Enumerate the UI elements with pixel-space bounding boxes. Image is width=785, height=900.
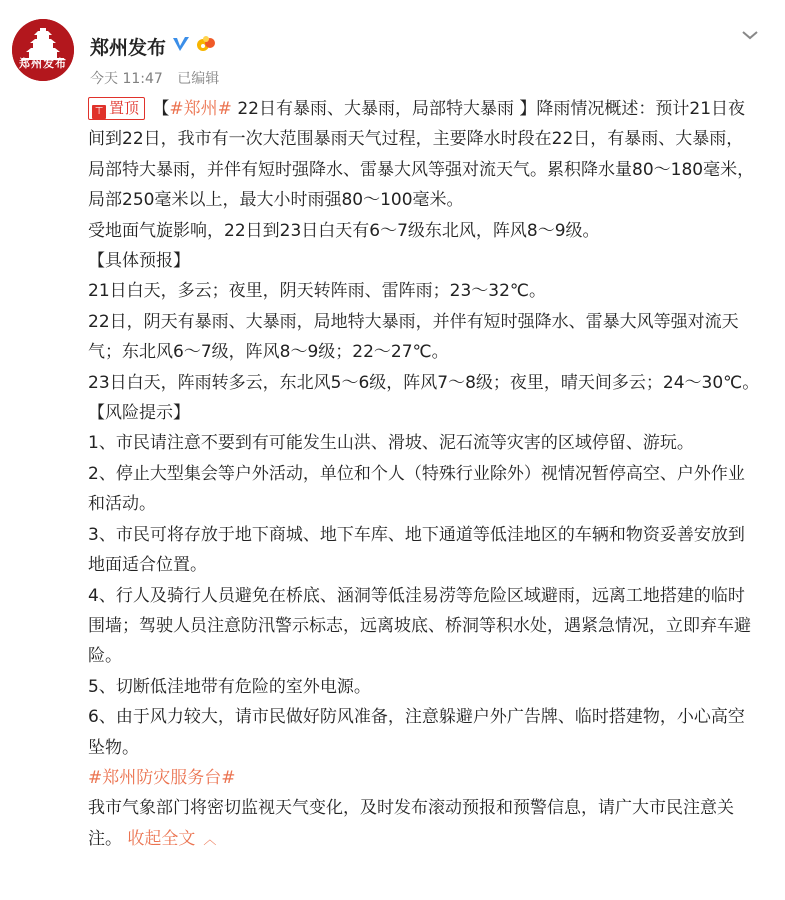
tower-logo-icon <box>12 19 74 81</box>
risk-item: 1、市民请注意不要到有可能发生山洪、滑坡、泥石流等灾害的区域停留、游玩。 <box>88 433 694 454</box>
risk-item: 5、切断低洼地带有危险的室外电源。 <box>88 676 371 697</box>
service-hashtag-line <box>88 763 760 793</box>
closing-text <box>88 793 760 856</box>
forecast-line: 21日白天，多云；夜里，阴天转阵雨、雷阵雨；23～32℃。 <box>88 281 546 302</box>
member-badge-icon[interactable] <box>196 35 216 53</box>
closing-body: 我市气象部门将密切监视天气变化，及时发布滚动预报和预警信息，请广大市民注意关注。 <box>88 798 734 849</box>
edited-label[interactable]: 已编辑 <box>177 71 220 87</box>
verified-icon <box>172 35 190 53</box>
pinned-badge <box>88 97 145 120</box>
risk-item: 3、市民可将存放于地下商城、地下车库、地下通道等低洼地区的车辆和物资妥善安放到地面适合位置。 <box>88 524 745 576</box>
post-title: 22日有暴雨、大暴雨，局部特大暴雨 <box>231 99 520 119</box>
wind-text: 受地面气旋影响，22日到23日白天有6～7级东北风，阵风8～9级。 <box>88 220 600 241</box>
pin-label: 置顶 <box>109 99 140 117</box>
post-meta <box>90 68 219 88</box>
title-close: 】 <box>519 99 537 119</box>
forecast-line: 22日，阴天有暴雨、大暴雨，局地特大暴雨，并伴有短时强降水、雷暴大风等强对流天气；东北风6～7级，阵风8～9级；22～27℃。 <box>88 311 739 363</box>
title-open: 【 <box>152 99 170 119</box>
post-intro <box>88 94 760 216</box>
collapse-label[interactable]: 收起全文 <box>127 828 196 849</box>
avatar[interactable] <box>12 19 74 81</box>
forecast-heading: 【具体预报】 <box>88 251 190 272</box>
collapse-button[interactable] <box>127 829 216 849</box>
forecast-line: 23日白天，阵雨转多云，东北风5～6级，阵风7～8级；夜里，晴天间多云；24～30℃。 <box>88 372 760 393</box>
pin-icon: ⊤ <box>92 105 106 119</box>
overview-text: 降雨情况概述：预计21日夜间到22日，我市有一次大范围暴雨天气过程，主要降水时段在22日，有暴雨、大暴雨，局部特大暴雨，并伴有短时强降水、雷暴大风等强对流天气。累积降水量80～180毫米，局部250毫米以上，最大小时雨强80～100毫米。 <box>88 99 755 211</box>
post-content <box>88 94 760 856</box>
risk-item: 2、停止大型集会等户外活动，单位和个人（特殊行业除外）视情况暂停高空、户外作业和活动。 <box>88 463 745 515</box>
hashtag-zhengzhou[interactable]: #郑州# <box>169 99 232 119</box>
post-time[interactable]: 今天 11:47 <box>90 71 163 87</box>
risk-item: 4、行人及骑行人员避免在桥底、涵洞等低洼易涝等危险区域避雨，远离工地搭建的临时围墙；驾驶人员注意防汛警示标志，远离坡底、桥洞等积水处，遇紧急情况，立即弃车避险。 <box>88 585 751 667</box>
risk-item: 6、由于风力较大，请市民做好防风准备，注意躲避户外广告牌、临时搭建物，小心高空坠物。 <box>88 707 745 758</box>
author-name[interactable]: 郑州发布 <box>90 37 167 59</box>
risk-heading: 【风险提示】 <box>88 403 190 424</box>
chevron-down-icon[interactable] <box>737 26 763 44</box>
hashtag-disaster-service[interactable]: #郑州防灾服务台# <box>88 767 236 788</box>
avatar-label: 郑州发布 <box>19 57 67 70</box>
chevron-up-icon[interactable]: ︿ <box>203 832 217 848</box>
